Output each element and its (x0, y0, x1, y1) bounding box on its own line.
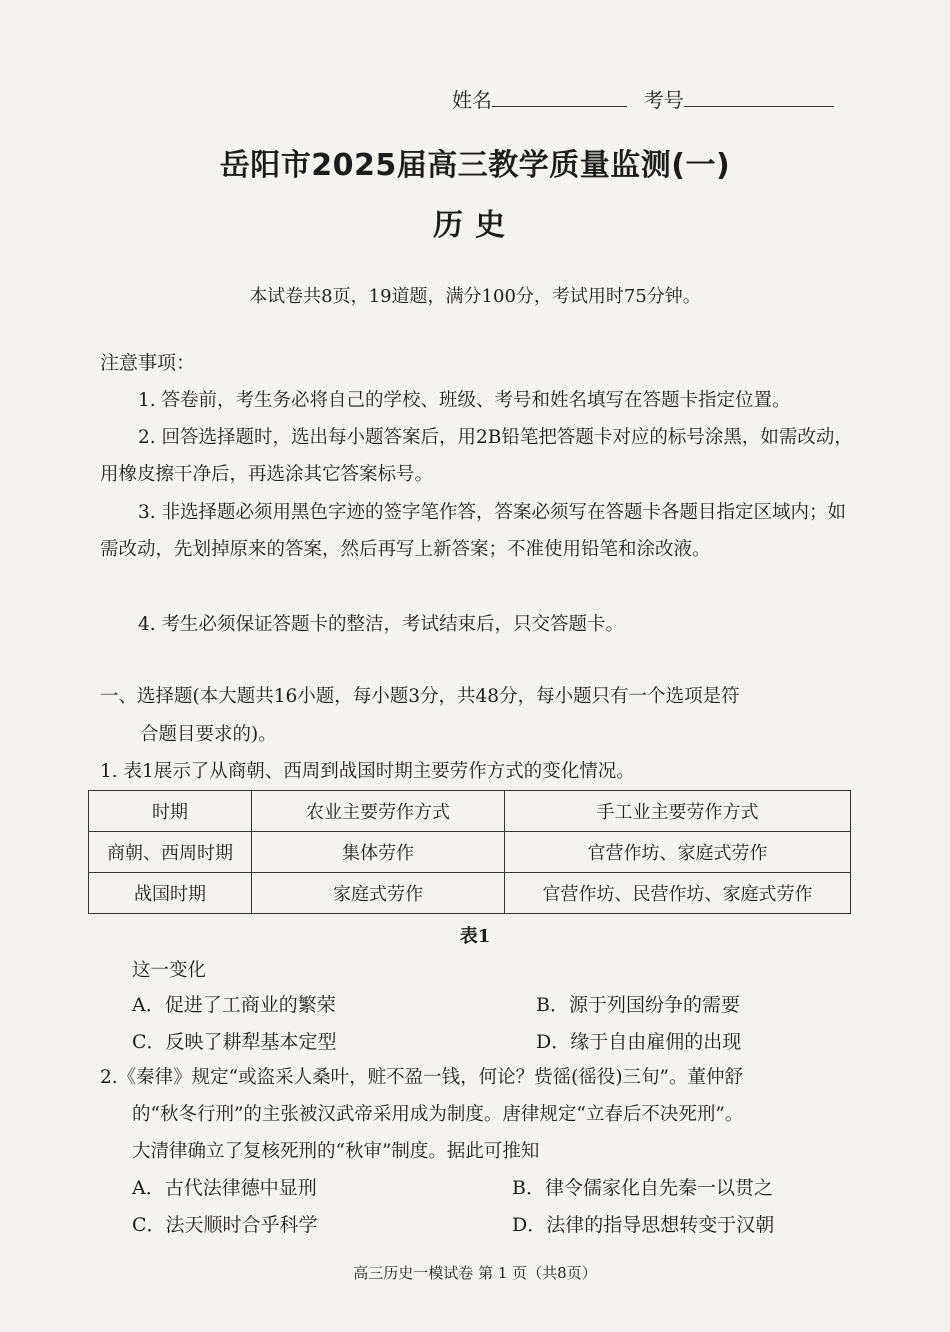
exam-title: 岳阳市2025届高三教学质量监测(一) (219, 148, 731, 183)
note-item-3: 3. 非选择题必须用黑色字迹的签字笔作答，答案必须写在答题卡各题目指定区域内；如需改动，先划掉原来的答案，然后再写上新答案；不准使用铅笔和涂改液。 (100, 502, 847, 560)
exam-subject: 历史 (433, 208, 517, 243)
table-caption: 表1 (459, 926, 491, 947)
table-row (89, 873, 851, 914)
table-header-cell: 手工业主要劳作方式 (505, 791, 851, 832)
table-cell: 商朝、西周时期 (89, 832, 252, 873)
q1-option-c: C．反映了耕犁基本定型 (132, 1031, 337, 1053)
number-label: 考号 (643, 88, 684, 112)
q2-line2: 的“秋冬行刑”的主张被汉武帝采用成为制度。唐律规定“立春后不决死刑”。 (132, 1104, 744, 1125)
q2-line3: 大清律确立了复核死刑的“秋审”制度。据此可推知 (132, 1141, 540, 1162)
page-footer: 高三历史一模试卷 第 1 页（共8页） (353, 1264, 597, 1282)
q1-option-a: A．促进了工商业的繁荣 (132, 994, 336, 1016)
q2-option-a: A．古代法律德中显刑 (132, 1177, 317, 1199)
q1-option-b: B．源于列国纷争的需要 (536, 994, 740, 1016)
note-item-4: 4. 考生必须保证答题卡的整洁，考试结束后，只交答题卡。 (138, 614, 625, 635)
q2-option-c: C．法天顺时合乎科学 (132, 1214, 318, 1236)
notes-heading: 注意事项： (100, 352, 196, 374)
number-blank (684, 106, 834, 107)
candidate-info (452, 84, 834, 113)
section1-line2: 合题目要求的)。 (140, 724, 277, 745)
q2-option-b: B．律令儒家化自先秦一以贯之 (512, 1177, 773, 1199)
table-cell: 集体劳作 (252, 832, 505, 873)
table-cell: 家庭式劳作 (252, 873, 505, 914)
section1-line1: 一、选择题(本大题共16小题，每小题3分，共48分，每小题只有一个选项是符 (100, 686, 740, 707)
name-label: 姓名 (452, 88, 492, 112)
note-item-2: 2. 回答选择题时，选出每小题答案后，用2B铅笔把答题卡对应的标号涂黑，如需改动，用橡皮擦干净后，再选涂其它答案标号。 (100, 427, 853, 485)
table-header-row (89, 791, 851, 832)
name-blank (492, 106, 627, 107)
table-header-cell: 农业主要劳作方式 (252, 791, 505, 832)
note-item-1: 1. 答卷前，考生务必将自己的学校、班级、考号和姓名填写在答题卡指定位置。 (138, 390, 791, 411)
q1-lead: 这一变化 (132, 960, 207, 981)
q2-option-d: D．法律的指导思想转变于汉朝 (512, 1214, 775, 1236)
q1-table (88, 790, 851, 914)
table-row (89, 832, 851, 873)
q1-stem: 1. 表1展示了从商朝、西周到战国时期主要劳作方式的变化情况。 (100, 761, 635, 782)
q1-option-d: D．缘于自由雇佣的出现 (536, 1031, 742, 1053)
exam-summary: 本试卷共8页，19道题，满分100分，考试用时75分钟。 (249, 286, 701, 307)
table-header-cell: 时期 (89, 791, 252, 832)
table-cell: 战国时期 (89, 873, 252, 914)
table-cell: 官营作坊、家庭式劳作 (505, 832, 851, 873)
q2-line1: 2.《秦律》规定“或盗采人桑叶，赃不盈一钱，何论？赀徭(徭役)三旬”。董仲舒 (100, 1067, 744, 1088)
table-cell: 官营作坊、民营作坊、家庭式劳作 (505, 873, 851, 914)
